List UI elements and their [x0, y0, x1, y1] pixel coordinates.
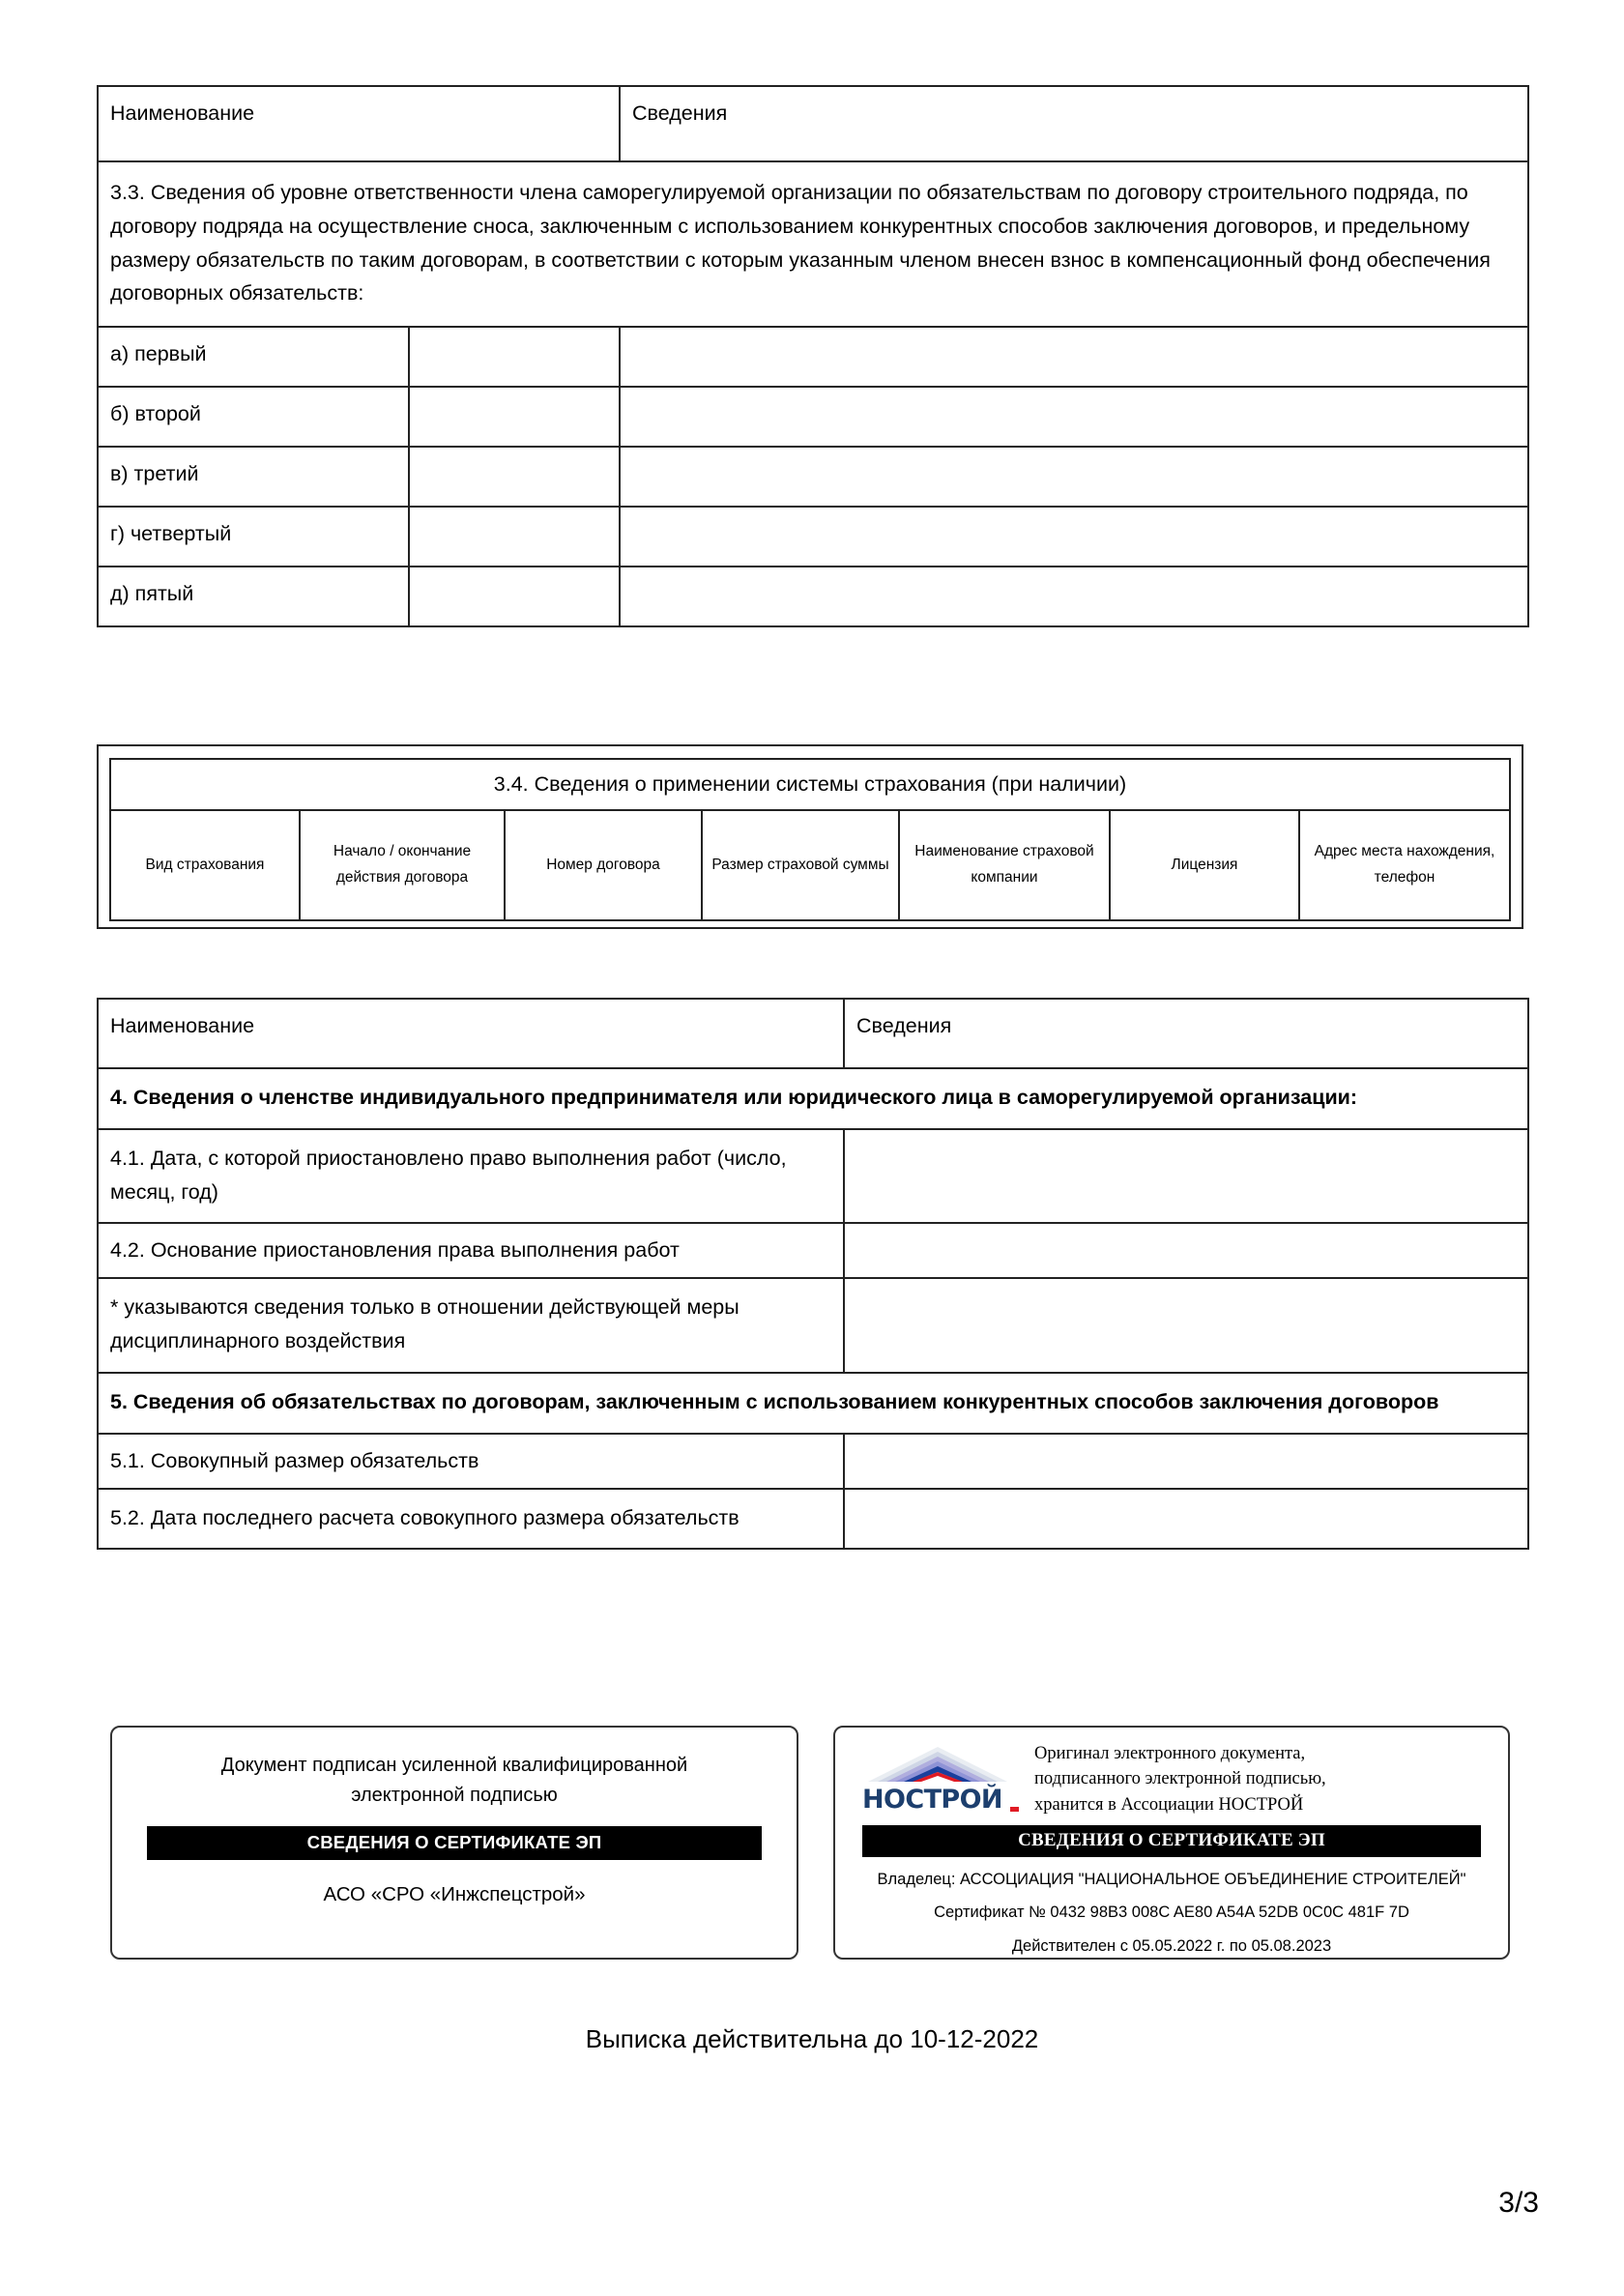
table-row [98, 161, 1528, 327]
certificate-band-left: СВЕДЕНИЯ О СЕРТИФИКАТЕ ЭП [147, 1826, 762, 1860]
table-row [98, 327, 1528, 387]
row-51-label: 5.1. Совокупный размер обязательств [98, 1434, 844, 1489]
nostroy-header-row [849, 1739, 1494, 1817]
row-51-value[interactable] [844, 1434, 1528, 1489]
level-label-a: а) первый [98, 327, 409, 387]
signature-text-line1: Документ подписан усиленной квалифицированной [220, 1755, 688, 1776]
row-41-value[interactable] [844, 1129, 1528, 1224]
column-header-value: Сведения [620, 86, 1528, 161]
nostroy-roof-icon [862, 1745, 1017, 1786]
signature-organization: АСО «СРО «Инжспецстрой» [323, 1883, 586, 1905]
certificate-validity: Действителен с 05.05.2022 г. по 05.08.2023 [1011, 1936, 1332, 1955]
level-mid-a[interactable] [409, 327, 620, 387]
disciplinary-note-label: * указываются сведения только в отношении действующей меры дисциплинарного воздействия [98, 1278, 844, 1373]
table-row [98, 447, 1528, 507]
table-header-row [98, 86, 1528, 161]
row-41-label: 4.1. Дата, с которой приостановлено право выполнения работ (число, месяц, год) [98, 1129, 844, 1224]
section-4-heading: 4. Сведения о членстве индивидуального предпринимателя или юридического лица в саморегулируемой организации: [98, 1068, 1528, 1129]
table-row [98, 387, 1528, 447]
row-52-value[interactable] [844, 1489, 1528, 1550]
signature-text-line2: электронной подписью [351, 1785, 558, 1806]
table-row [98, 1434, 1528, 1489]
electronic-signature-stamp-right [833, 1726, 1510, 1960]
logo-accent-dot [1010, 1807, 1019, 1812]
level-value-d[interactable] [620, 567, 1528, 626]
section-5-heading: 5. Сведения об обязательствах по договорам, заключенным с использованием конкурентных способов заключения договоров [98, 1373, 1528, 1434]
row-42-value[interactable] [844, 1223, 1528, 1278]
table-row [98, 1373, 1528, 1434]
col-header-address-phone: Адрес места нахождения, телефон [1299, 810, 1510, 920]
nostroy-logo [862, 1745, 1017, 1816]
level-mid-g[interactable] [409, 507, 620, 567]
level-value-g[interactable] [620, 507, 1528, 567]
col-header-company-name: Наименование страховой компании [899, 810, 1110, 920]
level-label-d: д) пятый [98, 567, 409, 626]
sections-4-5-table [97, 998, 1529, 1550]
level-label-b: б) второй [98, 387, 409, 447]
nostroy-text-line2: подписанного электронной подписью, [1034, 1769, 1326, 1789]
section-33-table [97, 85, 1529, 627]
col-header-contract-period: Начало / окончание действия договора [300, 810, 505, 920]
row-42-label: 4.2. Основание приостановления права выполнения работ [98, 1223, 844, 1278]
table-header-row [98, 999, 1528, 1068]
nostroy-text-line3: хранится в Ассоциации НОСТРОЙ [1034, 1794, 1304, 1815]
col-header-contract-number: Номер договора [505, 810, 702, 920]
column-header-name: Наименование [98, 86, 620, 161]
table-row [98, 567, 1528, 626]
section-33-table-block [97, 85, 1529, 627]
certificate-number: Сертификат № 0432 98B3 008C AE80 A54A 52DB 0C0C 481F 7D [934, 1904, 1409, 1922]
level-value-a[interactable] [620, 327, 1528, 387]
table-row [98, 1129, 1528, 1224]
table-header-row [110, 810, 1510, 920]
level-mid-v[interactable] [409, 447, 620, 507]
electronic-signature-stamp-left [110, 1726, 798, 1960]
row-52-label: 5.2. Дата последнего расчета совокупного размера обязательств [98, 1489, 844, 1550]
col-header-insurance-type: Вид страхования [110, 810, 300, 920]
disciplinary-note-value[interactable] [844, 1278, 1528, 1373]
certificate-band-right: СВЕДЕНИЯ О СЕРТИФИКАТЕ ЭП [862, 1825, 1481, 1857]
level-value-v[interactable] [620, 447, 1528, 507]
table-row [98, 1223, 1528, 1278]
col-header-insurance-sum: Размер страховой суммы [702, 810, 899, 920]
nostroy-text-line1: Оригинал электронного документа, [1034, 1744, 1306, 1763]
level-mid-b[interactable] [409, 387, 620, 447]
level-mid-d[interactable] [409, 567, 620, 626]
section-34-outer-frame [97, 744, 1523, 929]
table-row [98, 1068, 1528, 1129]
sections-4-5-table-block [97, 998, 1529, 1550]
column-header-value: Сведения [844, 999, 1528, 1068]
nostroy-wordmark: НОСТРОЙ [862, 1787, 1017, 1813]
column-header-name: Наименование [98, 999, 844, 1068]
table-title-row [110, 759, 1510, 810]
table-row [98, 507, 1528, 567]
extract-validity-note: Выписка действительна до 10-12-2022 [585, 2024, 1039, 2053]
section-34-table-block [97, 744, 1523, 929]
level-value-b[interactable] [620, 387, 1528, 447]
section-34-title: 3.4. Сведения о применении системы страхования (при наличии) [110, 759, 1510, 810]
table-row [98, 1489, 1528, 1550]
table-row [98, 1278, 1528, 1373]
nostroy-description [1034, 1741, 1326, 1817]
certificate-owner: Владелец: АССОЦИАЦИЯ "НАЦИОНАЛЬНОЕ ОБЪЕДИНЕНИЕ СТРОИТЕЛЕЙ" [877, 1870, 1466, 1888]
col-header-license: Лицензия [1110, 810, 1299, 920]
page-number: 3/3 [1498, 2187, 1539, 2219]
section-33-paragraph: 3.3. Сведения об уровне ответственности члена саморегулируемой организации по обязательствам по договору строительного подряда, по договору подряда на осуществление сноса, заключенным с использованием конкурентных способов заключения договоров, и предельному размеру обязательств по таким договорам, в соответствии с которым указанным членом внесен взнос в компенсационный фонд обеспечения договорных обязательств: [98, 161, 1528, 327]
section-34-table [109, 758, 1511, 921]
level-label-g: г) четвертый [98, 507, 409, 567]
level-label-v: в) третий [98, 447, 409, 507]
